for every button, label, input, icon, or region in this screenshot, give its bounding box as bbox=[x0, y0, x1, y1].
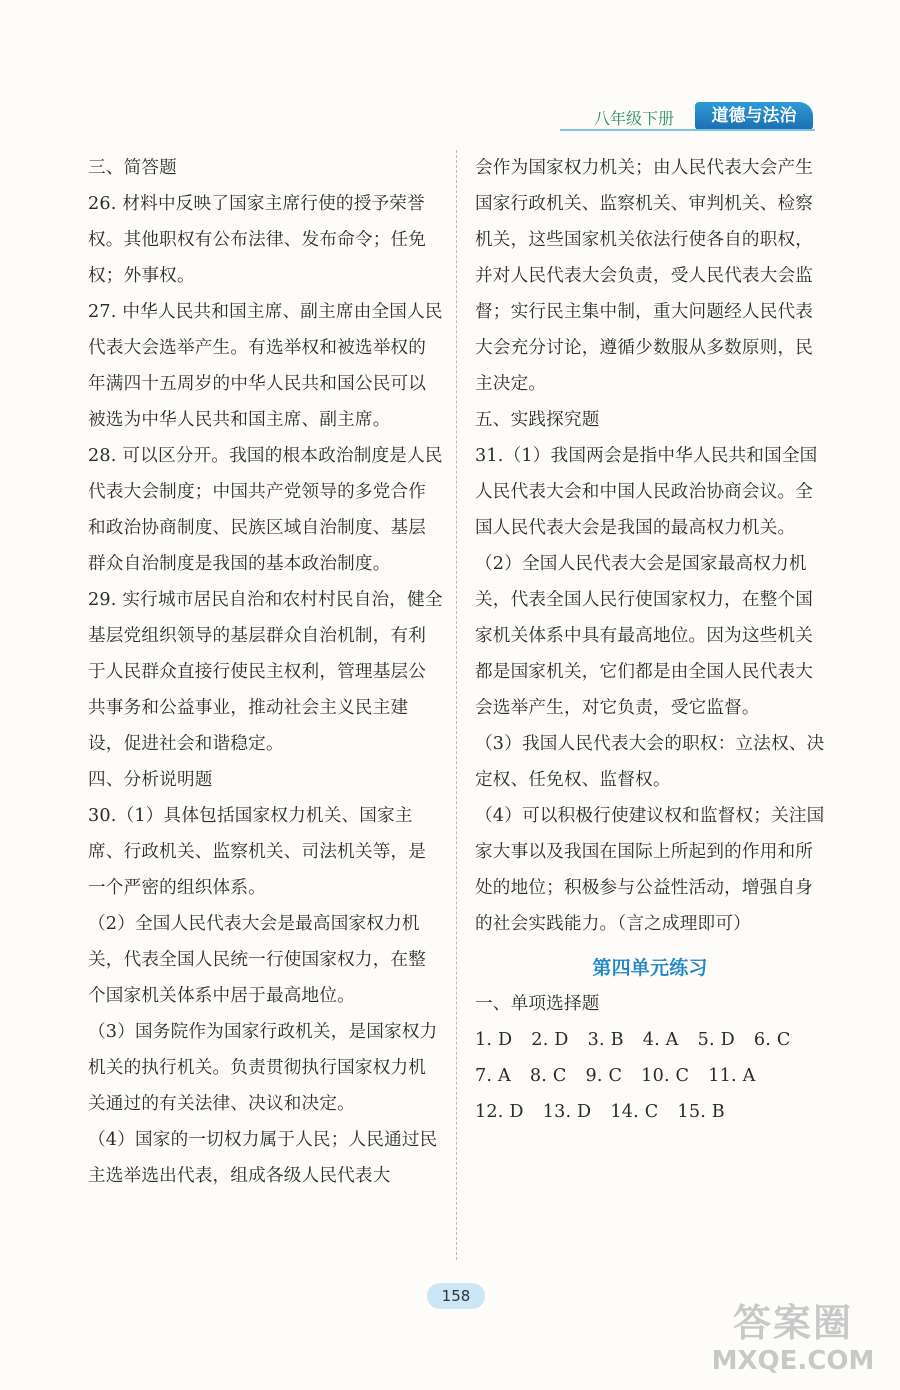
choice-answer: 9. C bbox=[585, 1066, 623, 1086]
header-divider bbox=[560, 129, 815, 131]
answer-30-1: 30.（1）具体包括国家权力机关、国家主席、行政机关、监察机关、司法机关等，是一个严密的组织体系。 bbox=[88, 806, 427, 898]
answer-29: 29. 实行城市居民自治和农村村民自治，健全基层党组织领导的基层群众自治机制，有利于人民群众直接行使民主权利，管理基层公共事务和公益事业，推动社会主义民主建设，促进社会和谐稳定。 bbox=[88, 590, 443, 754]
choice-answer: 2. D bbox=[531, 1030, 569, 1050]
answer-27: 27. 中华人民共和国主席、副主席由全国人民代表大会选举产生。有选举权和被选举权的年满四十五周岁的中华人民共和国公民可以被选为中华人民共和国主席、副主席。 bbox=[88, 302, 443, 430]
answer-30-4-continued: 会作为国家权力机关；由人民代表大会产生国家行政机关、监察机关、审判机关、检察机关，这些国家机关依法行使各自的职权，并对人民代表大会负责，受人民代表大会监督；实行民主集中制，重大问题经人民代表大会充分讨论，遵循少数服从多数原则，民主决定。 bbox=[475, 158, 814, 394]
choice-answer-list bbox=[475, 1022, 825, 1130]
header-grade: 八年级下册 bbox=[594, 109, 675, 128]
choice-answer: 6. C bbox=[753, 1030, 791, 1050]
watermark-logo bbox=[698, 1300, 888, 1380]
choice-answer: 13. D bbox=[542, 1102, 592, 1122]
answer-30-4: （4）国家的一切权力属于人民；人民通过民主选举选出代表，组成各级人民代表大 bbox=[88, 1130, 438, 1186]
choice-answer: 12. D bbox=[475, 1102, 524, 1122]
header-subject-badge: 道德与法治 bbox=[695, 102, 813, 130]
choice-answer: 7. A bbox=[475, 1066, 511, 1086]
answer-31-2: （2）全国人民代表大会是国家最高权力机关，代表全国人民行使国家权力，在整个国家机关体系中具有最高地位。因为这些机关都是国家机关，它们都是由全国人民代表大会选举产生，对它负责，受它监督。 bbox=[475, 554, 814, 718]
choice-answer: 10. C bbox=[641, 1066, 690, 1086]
choice-answer: 5. D bbox=[697, 1030, 735, 1050]
choice-answer: 15. B bbox=[677, 1102, 725, 1122]
left-column bbox=[88, 150, 443, 1194]
answer-31-1: 31.（1）我国两会是指中华人民共和国全国人民代表大会和中国人民政治协商会议。全国人民代表大会是我国的最高权力机关。 bbox=[475, 446, 818, 538]
choice-answer: 4. A bbox=[642, 1030, 679, 1050]
choice-answer: 11. A bbox=[708, 1066, 756, 1086]
choice-answer: 14. C bbox=[610, 1102, 659, 1122]
right-column bbox=[475, 150, 825, 1130]
answer-28: 28. 可以区分开。我国的根本政治制度是人民代表大会制度；中国共产党领导的多党合作和政治协商制度、民族区域自治制度、基层群众自治制度是我国的基本政治制度。 bbox=[88, 446, 443, 574]
choice-answer: 8. C bbox=[529, 1066, 567, 1086]
column-divider bbox=[456, 150, 457, 1260]
section-heading-practice: 五、实践探究题 bbox=[475, 410, 600, 430]
choice-answer: 3. B bbox=[587, 1030, 624, 1050]
watermark-cn: 答案圈 bbox=[732, 1301, 853, 1345]
choice-answer: 1. D bbox=[475, 1030, 513, 1050]
answer-30-2: （2）全国人民代表大会是最高国家权力机关，代表全国人民统一行使国家权力，在整个国家机关体系中居于最高地位。 bbox=[88, 914, 427, 1006]
answer-26: 26. 材料中反映了国家主席行使的授予荣誉权。其他职权有公布法律、发布命令；任免权；外事权。 bbox=[88, 194, 427, 286]
answer-30-3: （3）国务院作为国家行政机关，是国家权力机关的执行机关。负责贯彻执行国家权力机关通过的有关法律、决议和决定。 bbox=[88, 1022, 438, 1114]
unit-title: 第四单元练习 bbox=[592, 957, 708, 979]
watermark-en: MXQE.COM bbox=[711, 1346, 875, 1376]
answer-31-3: （3）我国人民代表大会的职权：立法权、决定权、任免权、监督权。 bbox=[475, 734, 825, 790]
answer-31-4: （4）可以积极行使建议权和监督权；关注国家大事以及我国在国际上所起到的作用和所处的地位；积极参与公益性活动，增强自身的社会实践能力。（言之成理即可） bbox=[475, 806, 825, 934]
section-heading-single-choice: 一、单项选择题 bbox=[475, 994, 600, 1014]
section-heading-analysis: 四、分析说明题 bbox=[88, 770, 213, 790]
page-number: 158 bbox=[427, 1283, 485, 1309]
section-heading-short-answer: 三、简答题 bbox=[88, 158, 177, 178]
